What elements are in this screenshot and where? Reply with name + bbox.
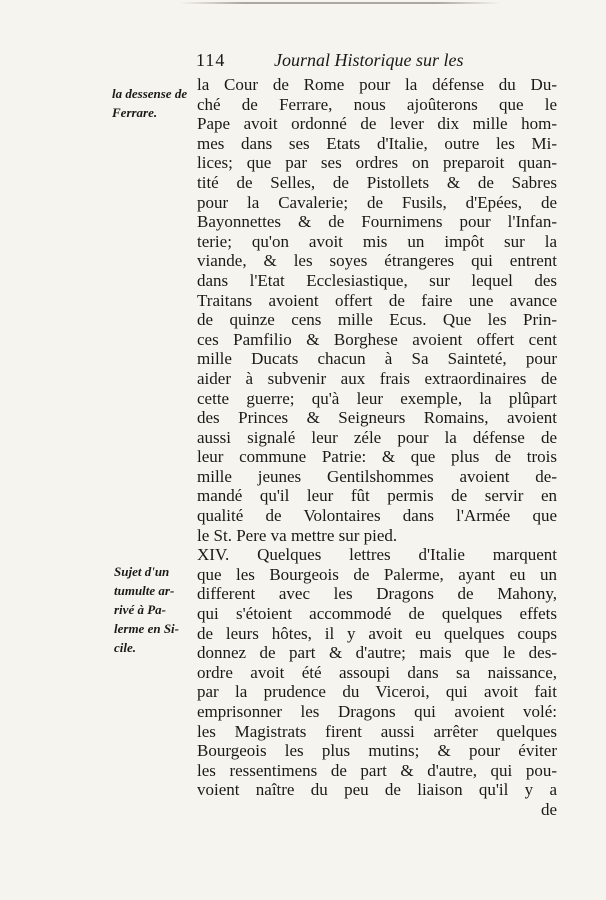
text-line: lices; que par ses ordres on preparoit quan- [197, 153, 557, 173]
text-line: ces Pamfilio & Borghese avoient offert cent [197, 329, 557, 349]
text-line: aussi signalé leur zéle pour la défense de [197, 427, 557, 447]
text-line: dans l'Etat Ecclesiastique, sur lequel des [197, 270, 557, 290]
catchword: de [540, 799, 557, 819]
margin-note-line: la dessense de [112, 86, 188, 101]
text-line: voient naître du peu de liaison qu'il y a [197, 780, 557, 800]
margin-note-palerme [114, 562, 179, 657]
margin-note-line: Ferrare. [112, 105, 158, 120]
text-line: pour la Cavalerie; de Fusils, d'Epées, de [197, 192, 557, 212]
text-line: Traitans avoient offert de faire une avance [197, 290, 557, 310]
body-text [197, 75, 557, 820]
text-line: cette guerre; qu'à leur exemple, la plûpart [197, 388, 557, 408]
text-line: de quinze cens mille Ecus. Que les Prin- [197, 310, 557, 330]
text-line: XIV. Quelques lettres d'Italie marquent [197, 545, 557, 565]
text-line: le St. Pere va mettre sur pied. [197, 525, 398, 545]
text-line: mes dans ses Etats d'Italie, outre les Mi- [197, 133, 557, 153]
text-line: viande, & les soyes étrangeres qui entrent [197, 251, 557, 271]
margin-note-line: tumulte ar- [114, 583, 175, 598]
page-number: 114 [196, 50, 226, 70]
margin-note-line: cile. [114, 640, 137, 655]
text-line: donnez de part & d'autre; mais que le des- [197, 643, 557, 663]
text-line: Bourgeois les plus mutins; & pour éviter [197, 741, 557, 761]
text-line: de leurs hôtes, il y avoit eu quelques coups [197, 623, 557, 643]
text-line: Pape avoit ordonné de lever dix mille hom- [197, 114, 557, 134]
text-line: les Magistrats firent aussi arrêter quelques [197, 721, 557, 741]
margin-note-line: lerme en Si- [114, 621, 179, 636]
text-line: la Cour de Rome pour la défense du Du- [197, 75, 557, 94]
text-line: que les Bourgeois de Palerme, ayant eu un [197, 564, 557, 584]
text-line: emprisonner les Dragons qui avoient volé: [197, 702, 557, 721]
text-line: aider à subvenir aux frais extraordinaires de [197, 368, 557, 388]
text-line: mille jeunes Gentilshommes avoient de- [197, 466, 557, 486]
text-line: ordre avoit été assoupi dans sa naissance, [197, 662, 557, 682]
margin-note-line: rivé à Pa- [114, 602, 166, 617]
top-edge-rule [180, 2, 500, 4]
text-line: mandé qu'il leur fût permis de servir en [197, 486, 557, 506]
text-line: les ressentimens de part & d'autre, qui pou- [197, 760, 557, 780]
running-title: Journal Historique sur les [274, 50, 464, 70]
text-line: ché de Ferrare, nous ajoûterons que le [197, 94, 557, 114]
text-line: mille Ducats chacun à Sa Sainteté, pour [197, 349, 557, 369]
text-line: Bayonnettes & de Fournimens pour l'Infan- [197, 212, 557, 232]
text-line: tité de Selles, de Pistollets & de Sabres [197, 172, 557, 192]
text-line: terie; qu'on avoit mis un impôt sur la [197, 231, 557, 251]
margin-note-line: Sujet d'un [114, 564, 170, 579]
text-line: des Princes & Seigneurs Romains, avoient [197, 408, 557, 428]
margin-note-ferrare [112, 84, 187, 122]
text-line: qualité de Volontaires dans l'Armée que [197, 506, 557, 526]
text-line: leur commune Patrie: & que plus de trois [197, 447, 557, 467]
text-line: different avec les Dragons de Mahony, [197, 584, 557, 604]
page-header [196, 50, 496, 76]
text-line: par la prudence du Viceroi, qui avoit fait [197, 682, 557, 702]
text-line: qui s'étoient accommodé de quelques effets [197, 604, 557, 624]
